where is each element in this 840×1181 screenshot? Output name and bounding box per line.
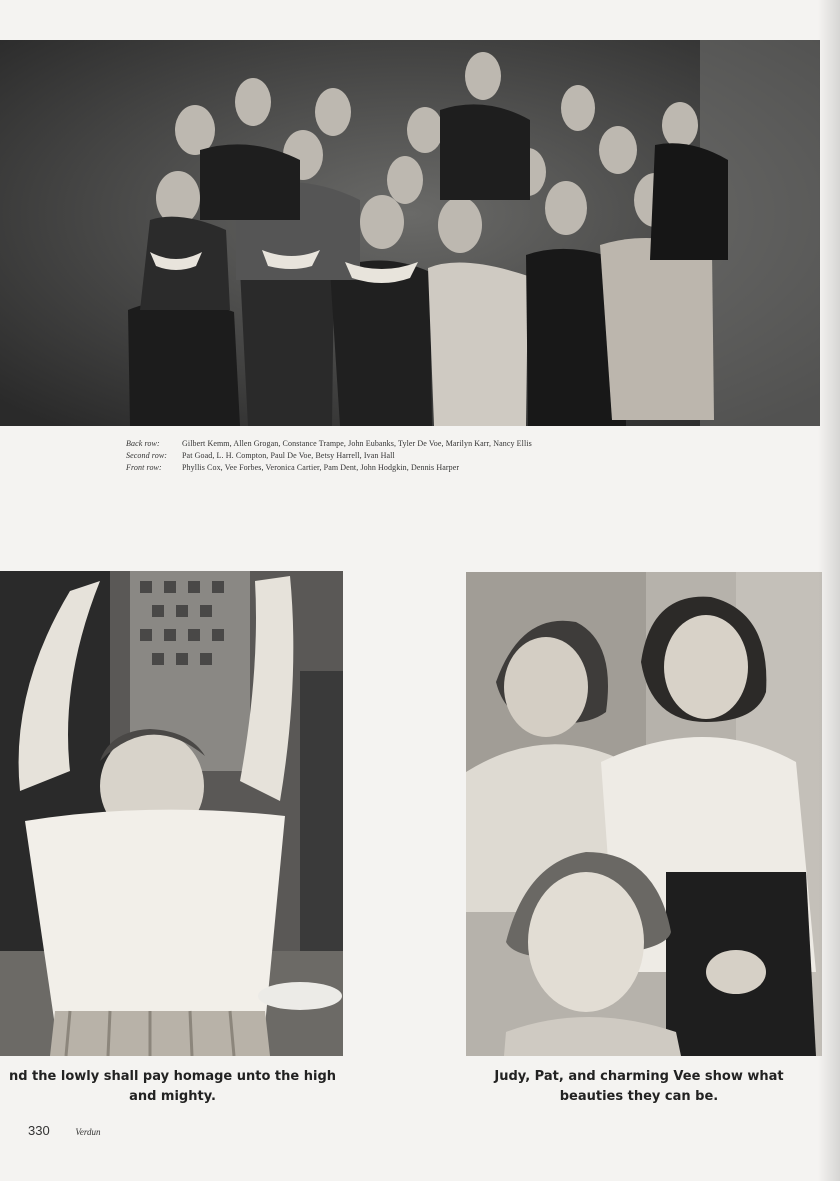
dance-photo bbox=[0, 571, 343, 1056]
caption-row-label: Second row: bbox=[126, 451, 168, 460]
caption-back-row bbox=[126, 438, 746, 450]
caption-row-names: Pat Goad, L. H. Compton, Paul De Voe, Betsy Harrell, Ivan Hall bbox=[182, 451, 395, 460]
caption-row-label: Front row: bbox=[126, 463, 162, 472]
dance-photo-caption: nd the lowly shall pay homage unto the high and mighty. bbox=[8, 1069, 337, 1104]
page-edge-shadow bbox=[818, 0, 840, 1181]
book-title: Verdun bbox=[75, 1127, 101, 1137]
group-photo-caption bbox=[126, 438, 746, 474]
caption-row-names: Gilbert Kemm, Allen Grogan, Constance Trampe, John Eubanks, Tyler De Voe, Marilyn Karr, Nancy Ellis bbox=[182, 439, 532, 448]
caption-front-row bbox=[126, 462, 746, 474]
group-photo-image bbox=[0, 40, 820, 426]
dance-photo-image bbox=[0, 571, 343, 1056]
trio-photo bbox=[466, 572, 822, 1056]
trio-photo-image bbox=[466, 572, 822, 1056]
trio-photo-caption: Judy, Pat, and charming Vee show what beauties they can be. bbox=[494, 1069, 784, 1104]
caption-row-names: Phyllis Cox, Vee Forbes, Veronica Cartier, Pam Dent, John Hodgkin, Dennis Harper bbox=[182, 463, 460, 472]
page-footer bbox=[28, 1123, 101, 1138]
page-number: 330 bbox=[28, 1123, 50, 1138]
caption-second-row bbox=[126, 450, 746, 462]
caption-row-label: Back row: bbox=[126, 439, 160, 448]
group-photo bbox=[0, 40, 820, 426]
